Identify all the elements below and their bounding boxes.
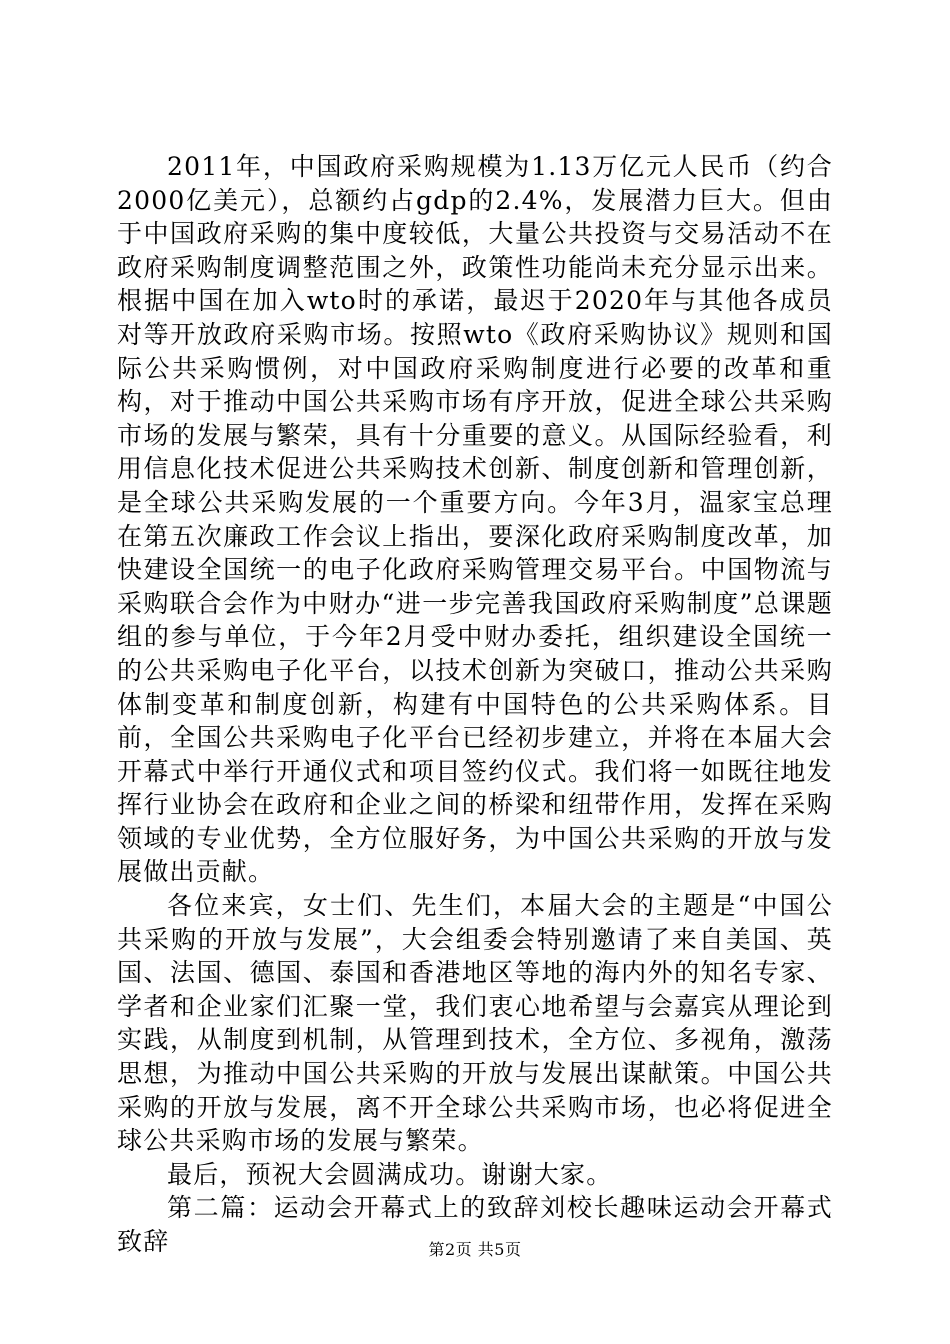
paragraph-closing-wishes: 最后，预祝大会圆满成功。谢谢大家。 bbox=[167, 1159, 613, 1189]
paragraph-conference-theme: 各位来宾，女士们、先生们，本届大会的主题是“中国公共采购的开放与发展”，大会组委会特别邀请了来自美国、英国、法国、德国、泰国和香港地区等地的海内外的知名专家、学者和企业家们汇聚一堂，我们衷心地希望与会嘉宾从理论到实践，从制度到机制，从管理到技术，全方位、多视角，激荡思想，为推动中国公共采购的开放与发展出谋献策。中国公共采购的开放与发展，离不开全球公共采购市场，也必将促进全球公共采购市场的发展与繁荣。 bbox=[117, 891, 833, 1156]
document-body bbox=[117, 150, 833, 1259]
paragraph-procurement-overview: 2011年，中国政府采购规模为1.13万亿元人民币（约合2000亿美元），总额约占gdp的2.4%，发展潜力巨大。但由于中国政府采购的集中度较低，大量公共投资与交易活动不在政府采购制度调整范围之外，政策性功能尚未充分显示出来。根据中国在加入wto时的承诺，最迟于2020年与其他各成员对等开放政府采购市场。按照wto《政府采购协议》规则和国际公共采购惯例，对中国政府采购制度进行必要的改革和重构，对于推动中国公共采购市场有序开放，促进全球公共采购市场的发展与繁荣，具有十分重要的意义。从国际经验看，利用信息化技术促进公共采购技术创新、制度创新和管理创新，是全球公共采购发展的一个重要方向。今年3月，温家宝总理在第五次廉政工作会议上指出，要深化政府采购制度改革，加快建设全国统一的电子化政府采购管理交易平台。中国物流与采购联合会作为中财办“进一步完善我国政府采购制度”总课题组的参与单位，于今年2月受中财办委托，组织建设全国统一的公共采购电子化平台，以技术创新为突破口，推动公共采购体制变革和制度创新，构建有中国特色的公共采购体系。目前，全国公共采购电子化平台已经初步建立，并将在本届大会开幕式中举行开通仪式和项目签约仪式。我们将一如既往地发挥行业协会在政府和企业之间的桥梁和纽带作用，发挥在采购领域的专业优势，全方位服好务，为中国公共采购的开放与发展做出贡献。 bbox=[117, 152, 833, 887]
paragraph-second-article-heading: 第二篇：运动会开幕式上的致辞刘校长趣味运动会开幕式致辞 bbox=[117, 1193, 833, 1256]
page-number-footer: 第2页 共5页 bbox=[428, 1240, 522, 1259]
